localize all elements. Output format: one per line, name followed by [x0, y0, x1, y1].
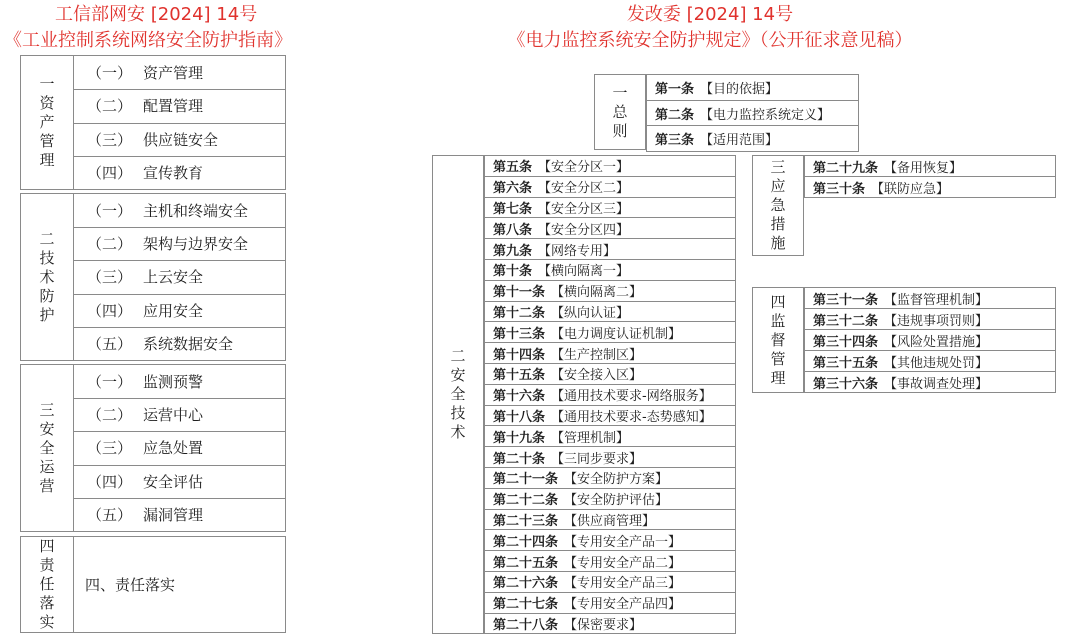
article-row [484, 425, 736, 447]
article-topic: 【安全接入区】 [551, 368, 643, 384]
group-heading-char: 责 [39, 556, 55, 574]
article-row [484, 550, 736, 572]
group-heading-char: 技 [39, 248, 55, 267]
article-number: 第二十六条 [493, 576, 559, 592]
group-heading-char: 施 [770, 234, 786, 252]
article-row [804, 329, 1056, 351]
item-label: 应急处置 [143, 439, 204, 458]
article-row [804, 176, 1056, 198]
group-heading-char: 管 [39, 132, 55, 150]
left-title-line1: 工信部网安 [2024] 14号 [55, 4, 258, 25]
article-number: 第十六条 [493, 389, 546, 405]
article-row [484, 571, 736, 593]
item-label: 架构与边界安全 [143, 235, 249, 254]
group-heading-char: 理 [770, 368, 786, 387]
article-topic: 【安全分区一】 [538, 160, 630, 176]
group-heading-char: 一 [39, 75, 55, 93]
item-number: （四） [87, 472, 133, 491]
right-title-line2: 《电力监控系统安全防护规定》（公开征求意见稿） [507, 30, 913, 51]
item-number: （二） [87, 97, 133, 116]
group-heading-char: 全 [39, 438, 55, 457]
group-heading-char: 营 [39, 476, 55, 495]
article-topic: 【监督管理机制】 [884, 292, 989, 308]
group-heading-char: 安 [450, 366, 466, 384]
article-number: 第八条 [493, 222, 533, 238]
right-title-line1: 发改委 [2024] 14号 [626, 4, 794, 25]
article-row [804, 350, 1056, 372]
article-topic: 【专用安全产品一】 [564, 534, 682, 550]
article-topic: 【其他违规处罚】 [884, 355, 989, 371]
left-section-heading [21, 537, 74, 632]
group-heading-char: 术 [39, 267, 55, 286]
group-heading-char: 三 [39, 400, 55, 419]
article-topic: 【通用技术要求-态势感知】 [551, 409, 712, 425]
item-label: 系统数据安全 [143, 334, 234, 353]
group-heading-char: 监 [770, 311, 786, 330]
article-topic: 【专用安全产品二】 [564, 555, 682, 571]
group-heading-char: 资 [39, 94, 55, 112]
group-heading-char: 技 [450, 404, 466, 422]
item-number: （三） [87, 130, 133, 149]
article-number: 第二十四条 [493, 534, 559, 550]
article-row [484, 342, 736, 364]
group-heading-char: 防 [39, 286, 55, 305]
article-topic: 【安全防护评估】 [564, 493, 669, 509]
article-row [484, 592, 736, 614]
left-section-item [73, 431, 285, 465]
article-number: 第一条 [655, 81, 695, 97]
group-heading-char: 四 [770, 292, 786, 311]
group-heading-char: 督 [770, 330, 786, 349]
article-number: 第九条 [493, 243, 533, 259]
article-row [484, 488, 736, 510]
article-row [804, 287, 1056, 309]
group-heading-char: 实 [39, 613, 55, 631]
article-row [484, 259, 736, 281]
item-number: （一） [87, 373, 133, 392]
left-section-heading [21, 56, 74, 189]
article-number: 第二十九条 [813, 160, 879, 176]
left-section-item [73, 537, 285, 632]
left-section-item [73, 498, 285, 531]
article-row [646, 74, 859, 101]
left-section-item [73, 465, 285, 499]
article-number: 第二十三条 [493, 513, 559, 529]
article-number: 第十一条 [493, 285, 546, 301]
article-topic: 【违规事项罚则】 [884, 313, 989, 329]
item-label: 宣传教育 [143, 163, 204, 182]
group-heading-char: 全 [450, 385, 466, 403]
article-number: 第六条 [493, 181, 533, 197]
item-label: 供应链安全 [143, 130, 219, 149]
left-section-item [73, 260, 285, 294]
article-topic: 【纵向认证】 [551, 305, 630, 321]
left-section-item [73, 294, 285, 328]
article-number: 第十四条 [493, 347, 546, 363]
left-section [20, 364, 286, 532]
article-number: 第三条 [655, 133, 695, 149]
article-row [484, 321, 736, 343]
article-number: 第十九条 [493, 430, 546, 446]
article-row [484, 197, 736, 219]
group-heading-char: 任 [39, 575, 55, 593]
article-number: 第二条 [655, 107, 695, 123]
left-title-line2: 《工业控制系统网络安全防护指南》 [4, 30, 292, 51]
article-row [646, 125, 859, 152]
article-row [484, 613, 736, 635]
article-topic: 【安全防护方案】 [564, 472, 669, 488]
article-number: 第三十条 [813, 181, 866, 197]
article-row [484, 238, 736, 260]
left-section [20, 55, 286, 190]
article-topic: 【横向隔离一】 [538, 264, 630, 280]
item-number: （三） [87, 439, 133, 458]
article-row [484, 280, 736, 302]
article-row [484, 301, 736, 323]
left-section-heading [21, 194, 74, 360]
left-section-item [73, 123, 285, 157]
group-heading-char: 总 [612, 102, 628, 121]
article-topic: 【风险处置措施】 [884, 334, 989, 350]
article-row [804, 155, 1056, 177]
item-label: 配置管理 [143, 97, 204, 116]
article-row [804, 371, 1056, 393]
article-topic: 【电力调度认证机制】 [551, 326, 682, 342]
group-heading-char: 安 [39, 419, 55, 438]
article-number: 第十二条 [493, 305, 546, 321]
article-row [484, 509, 736, 531]
article-topic: 【专用安全产品三】 [564, 576, 682, 592]
left-section-item [73, 89, 285, 123]
article-row [484, 467, 736, 489]
right-section-heading [594, 74, 646, 150]
right-section-heading [432, 155, 484, 634]
left-section [20, 536, 286, 633]
group-heading-char: 四 [39, 537, 55, 555]
article-number: 第二十五条 [493, 555, 559, 571]
group-heading-char: 产 [39, 113, 55, 131]
article-topic: 【适用范围】 [700, 133, 779, 149]
article-number: 第二十二条 [493, 493, 559, 509]
left-section-item [73, 194, 285, 228]
article-number: 第二十条 [493, 451, 546, 467]
left-section-item [73, 327, 285, 360]
article-row [484, 176, 736, 198]
right-section-heading [752, 155, 804, 256]
article-row [484, 384, 736, 406]
article-number: 第二十一条 [493, 472, 559, 488]
group-heading-char: 一 [612, 83, 628, 102]
group-heading-char: 理 [39, 151, 55, 169]
left-section-item [73, 56, 285, 90]
group-heading-char: 则 [612, 121, 628, 140]
article-topic: 【管理机制】 [551, 430, 630, 446]
article-topic: 【安全分区三】 [538, 201, 630, 217]
group-heading-char: 二 [450, 347, 466, 365]
group-heading-char: 术 [450, 423, 466, 441]
article-topic: 【保密要求】 [564, 617, 643, 633]
group-heading-char: 管 [770, 349, 786, 368]
group-heading-char: 二 [39, 229, 55, 248]
article-row [484, 405, 736, 427]
article-row [484, 217, 736, 239]
article-topic: 【目的依据】 [700, 81, 779, 97]
article-number: 第三十六条 [813, 376, 879, 392]
article-topic: 【事故调查处理】 [884, 376, 989, 392]
item-label: 上云安全 [143, 268, 204, 287]
left-section-heading [21, 365, 74, 531]
article-number: 第三十一条 [813, 292, 879, 308]
group-heading-char: 落 [39, 594, 55, 612]
group-heading-char: 三 [770, 158, 786, 176]
article-topic: 【三同步要求】 [551, 451, 643, 467]
article-number: 第二十七条 [493, 597, 559, 613]
item-number: （五） [87, 505, 133, 524]
article-number: 第七条 [493, 201, 533, 217]
article-number: 第三十四条 [813, 334, 879, 350]
left-section-item [73, 365, 285, 399]
article-row [804, 308, 1056, 330]
article-number: 第五条 [493, 160, 533, 176]
item-number: （一） [87, 64, 133, 83]
left-section-item [73, 156, 285, 189]
item-number: （一） [87, 202, 133, 221]
item-number: （二） [87, 406, 133, 425]
group-heading-char: 运 [39, 457, 55, 476]
item-label: 资产管理 [143, 64, 204, 83]
item-label: 监测预警 [143, 373, 204, 392]
article-topic: 【网络专用】 [538, 243, 617, 259]
article-topic: 【安全分区四】 [538, 222, 630, 238]
item-label: 应用安全 [143, 301, 204, 320]
article-topic: 【安全分区二】 [538, 181, 630, 197]
article-topic: 【横向隔离二】 [551, 285, 643, 301]
article-topic: 【联防应急】 [871, 181, 950, 197]
article-topic: 【备用恢复】 [884, 160, 963, 176]
article-number: 第十八条 [493, 409, 546, 425]
group-heading-char: 措 [770, 215, 786, 233]
item-number: （四） [87, 163, 133, 182]
article-number: 第三十二条 [813, 313, 879, 329]
article-row [646, 100, 859, 127]
item-label: 安全评估 [143, 472, 204, 491]
article-number: 第十条 [493, 264, 533, 280]
group-heading-char: 应 [770, 177, 786, 195]
item-number: （二） [87, 235, 133, 254]
article-topic: 【供应商管理】 [564, 513, 656, 529]
group-heading-char: 急 [770, 196, 786, 214]
left-section-item [73, 398, 285, 432]
item-label: 漏洞管理 [143, 505, 204, 524]
article-topic: 【专用安全产品四】 [564, 597, 682, 613]
article-topic: 【生产控制区】 [551, 347, 643, 363]
left-section [20, 193, 286, 361]
group-heading-char: 护 [39, 305, 55, 324]
article-number: 第十三条 [493, 326, 546, 342]
item-number: （五） [87, 334, 133, 353]
article-row [484, 155, 736, 177]
item-label: 四、责任落实 [85, 576, 176, 594]
right-section-heading [752, 287, 804, 393]
item-label: 主机和终端安全 [143, 202, 249, 221]
left-section-item [73, 227, 285, 261]
article-topic: 【通用技术要求-网络服务】 [551, 389, 712, 405]
article-number: 第三十五条 [813, 355, 879, 371]
article-row [484, 446, 736, 468]
article-number: 第十五条 [493, 368, 546, 384]
article-row [484, 529, 736, 551]
item-number: （四） [87, 301, 133, 320]
article-topic: 【电力监控系统定义】 [700, 107, 831, 123]
item-label: 运营中心 [143, 406, 204, 425]
article-number: 第二十八条 [493, 617, 559, 633]
item-number: （三） [87, 268, 133, 287]
article-row [484, 363, 736, 385]
